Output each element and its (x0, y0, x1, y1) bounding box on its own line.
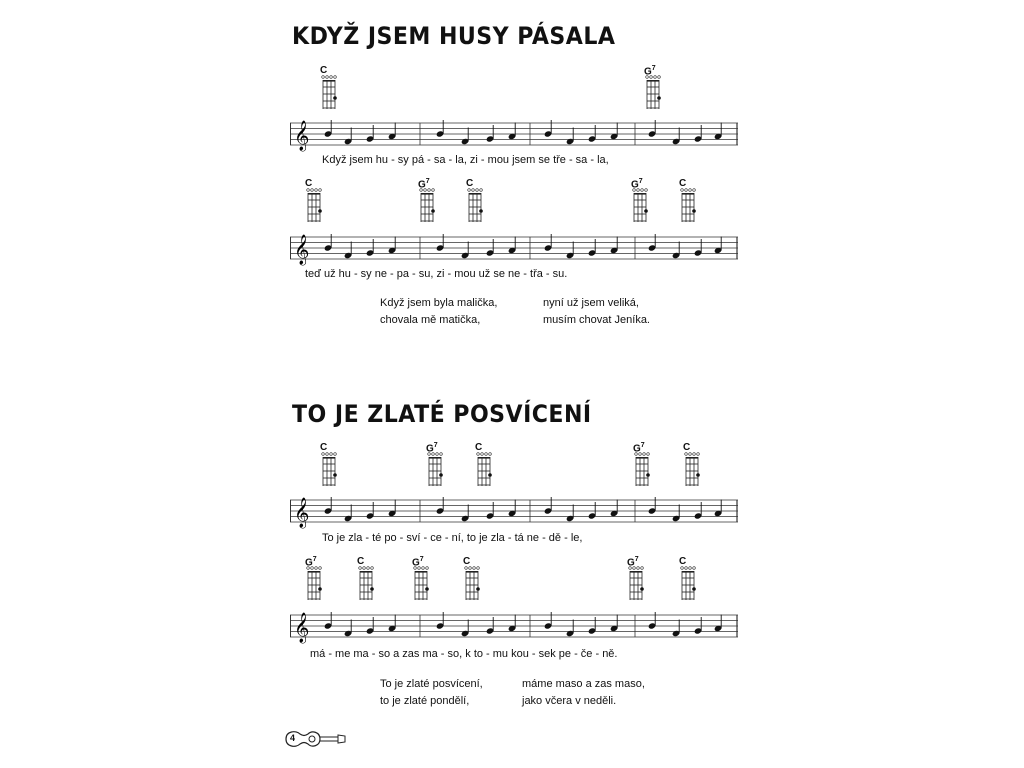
chord-grid-icon (466, 188, 486, 228)
lyrics-line: má - me ma - so a zas ma - so, k to - mu kou - sek pe - če - ně. (310, 648, 618, 660)
music-staff (290, 118, 740, 158)
chord-grid-icon (320, 452, 340, 492)
song-title: TO JE ZLATÉ POSVÍCENÍ (292, 400, 592, 428)
chord-grid-icon (412, 566, 432, 606)
verse-right: máme maso a zas maso, jako včera v neděli. (522, 678, 645, 707)
chord-grid-icon (679, 566, 699, 606)
verse-right: nyní už jsem veliká, musím chovat Jeníka. (543, 297, 650, 326)
chord-grid-icon (426, 452, 446, 492)
chord-grid-icon (475, 452, 495, 492)
verse-left: Když jsem byla malička, chovala mě matička, (380, 297, 498, 326)
lyrics-line: teď už hu - sy ne - pa - su, zi - mou už se ne - třa - su. (305, 268, 568, 280)
lyrics-line: Když jsem hu - sy pá - sa - la, zi - mou jsem se tře - sa - la, (322, 154, 609, 166)
song-title: KDYŽ JSEM HUSY PÁSALA (292, 22, 616, 50)
treble-clef-icon: 𝄞 (294, 613, 310, 643)
chord-grid-icon (305, 566, 325, 606)
chord-grid-icon (463, 566, 483, 606)
chord-grid-icon (418, 188, 438, 228)
chord-grid-icon (627, 566, 647, 606)
chord-grid-icon (305, 188, 325, 228)
chord-grid-icon (633, 452, 653, 492)
music-staff (290, 232, 740, 272)
chord-grid-icon (320, 75, 340, 115)
verse-left: To je zlaté posvícení, to je zlaté pondělí, (380, 678, 483, 707)
music-staff (290, 610, 740, 650)
chord-grid-icon (679, 188, 699, 228)
treble-clef-icon: 𝄞 (294, 498, 310, 528)
chord-grid-icon (357, 566, 377, 606)
chord-grid-icon (644, 75, 664, 115)
treble-clef-icon: 𝄞 (294, 235, 310, 265)
chord-grid-icon (631, 188, 651, 228)
lyrics-line: To je zla - té po - sví - ce - ní, to je zla - tá ne - dě - le, (322, 532, 583, 544)
treble-clef-icon: 𝄞 (294, 121, 310, 151)
page-number: 4 (290, 733, 296, 743)
music-staff (290, 495, 740, 535)
chord-grid-icon (683, 452, 703, 492)
